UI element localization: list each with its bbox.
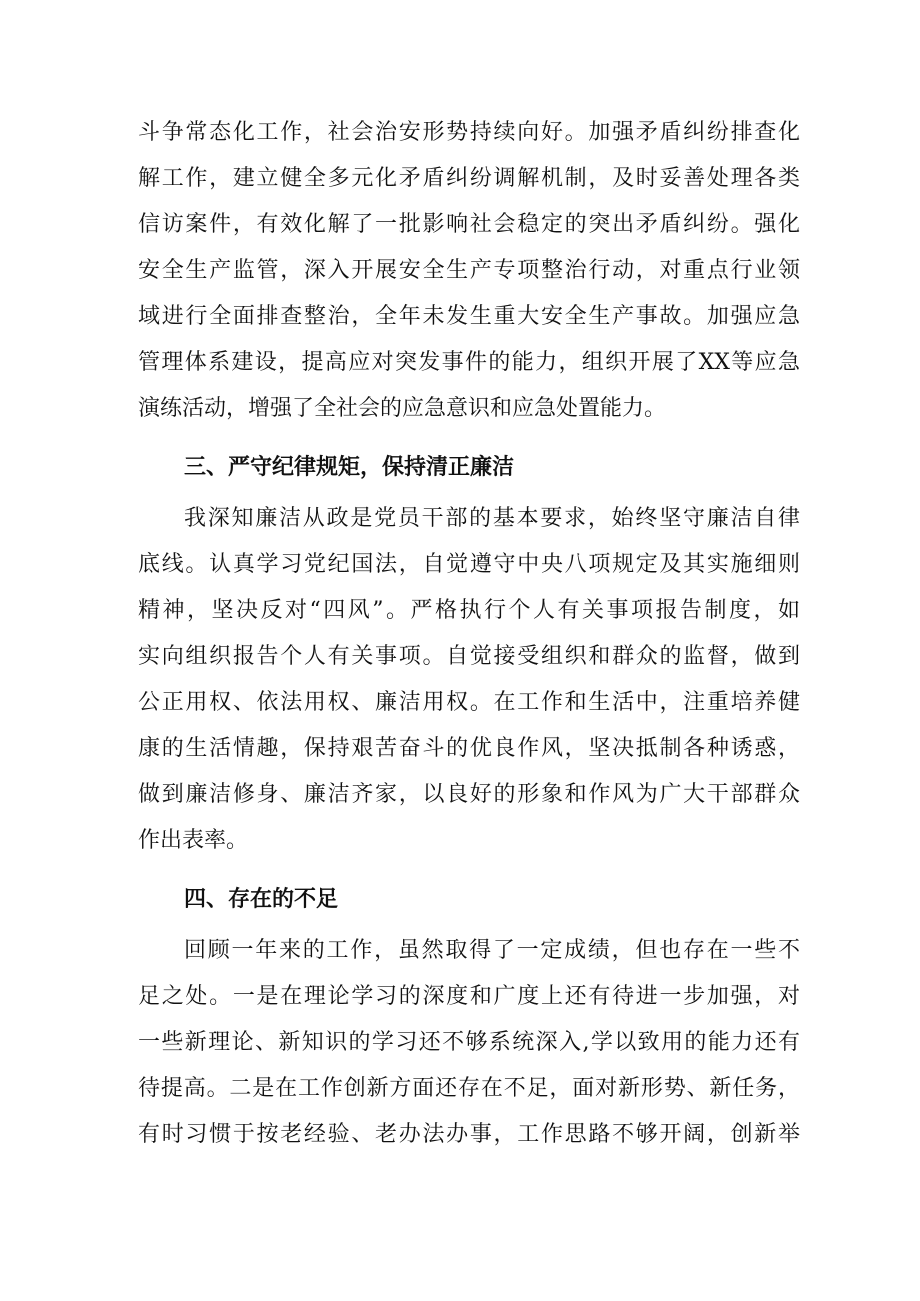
section-heading-four: 四、存在的不足 [184,886,339,912]
paragraph-line: 实向组织报告个人有关事项。自觉接受组织和群众的监督，做到 [138,644,800,669]
paragraph-line: 管理体系建设，提高应对突发事件的能力，组织开展了XX等应急 [138,350,800,375]
paragraph-line: 精神，坚决反对“四风”。严格执行个人有关事项报告制度，如 [138,598,800,623]
paragraph-line: 域进行全面排查整治，全年未发生重大安全生产事故。加强应急 [138,304,800,329]
section-heading-three: 三、严守纪律规矩，保持清正廉洁 [184,454,515,480]
paragraph-line: 足之处。一是在理论学习的深度和广度上还有待进一步加强，对 [138,984,800,1009]
paragraph-line: 作出表率。 [138,828,249,853]
paragraph-line: 一些新理论、新知识的学习还不够系统深入,学以致用的能力还有 [138,1030,800,1055]
paragraph-line: 回顾一年来的工作，虽然取得了一定成绩，但也存在一些不 [184,938,800,963]
paragraph-line: 演练活动，增强了全社会的应急意识和应急处置能力。 [138,396,667,421]
paragraph-line: 解工作，建立健全多元化矛盾纠纷调解机制，及时妥善处理各类 [138,166,800,191]
paragraph-line: 底线。认真学习党纪国法，自觉遵守中央八项规定及其实施细则 [138,552,800,577]
paragraph-line: 公正用权、依法用权、廉洁用权。在工作和生活中，注重培养健 [138,690,800,715]
paragraph-line: 做到廉洁修身、廉洁齐家，以良好的形象和作风为广大干部群众 [138,782,800,807]
paragraph-line: 信访案件，有效化解了一批影响社会稳定的突出矛盾纠纷。强化 [138,212,800,237]
paragraph-line: 安全生产监管，深入开展安全生产专项整治行动，对重点行业领 [138,258,800,283]
paragraph-line: 待提高。二是在工作创新方面还存在不足，面对新形势、新任务， [138,1076,800,1101]
paragraph-line: 有时习惯于按老经验、老办法办事，工作思路不够开阔，创新举 [138,1122,800,1147]
paragraph-line: 康的生活情趣，保持艰苦奋斗的优良作风，坚决抵制各种诱惑， [138,736,800,761]
paragraph-line: 斗争常态化工作，社会治安形势持续向好。加强矛盾纠纷排查化 [138,120,800,145]
paragraph-line: 我深知廉洁从政是党员干部的基本要求，始终坚守廉洁自律 [184,506,800,531]
